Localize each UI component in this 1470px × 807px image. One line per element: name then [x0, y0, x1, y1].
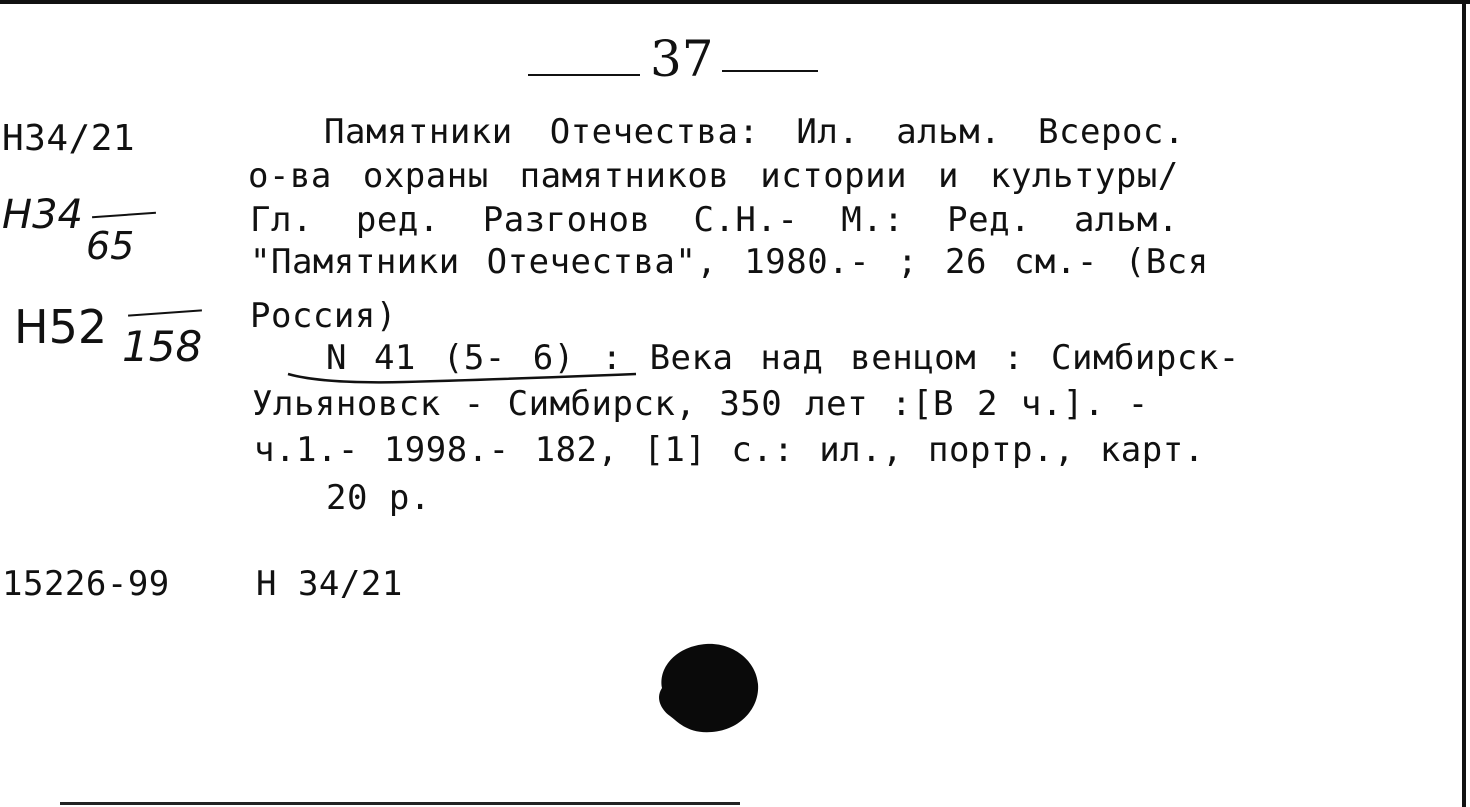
entry-line-1: Памятники Отечества: Ил. альм. Всерос. — [324, 112, 1185, 152]
footer-shelf-mark: Н 34/21 — [256, 564, 403, 604]
entry-line-3: Гл. ред. Разгонов С.Н.- М.: Ред. альм. — [250, 200, 1179, 240]
entry-line-6: N 41 (5- 6) : Века над венцом : Симбирск- — [326, 338, 1240, 378]
entry-price: 20 р. — [326, 478, 431, 518]
card-bottom-edge — [60, 802, 740, 805]
card-top-edge — [0, 0, 1470, 4]
handwritten-underline — [284, 364, 644, 386]
entry-line-5: Россия) — [250, 296, 397, 336]
card-right-edge — [1462, 0, 1466, 807]
shelf-mark-hand-2-fraction: 158 — [122, 322, 203, 371]
shelf-mark-hand-1-fraction: 65 — [86, 224, 135, 268]
accession-number: 15226-99 — [2, 564, 170, 604]
entry-line-2: о-ва охраны памятников истории и культуры/ — [248, 156, 1179, 196]
fraction-bar-1 — [92, 212, 156, 218]
fraction-bar-2 — [128, 309, 202, 316]
shelf-mark-hand-1: Н34 — [2, 192, 83, 238]
entry-line-8: ч.1.- 1998.- 182, [1] с.: ил., портр., карт. — [254, 430, 1205, 470]
shelf-mark-typed: Н34/21 — [2, 118, 136, 159]
entry-line-4: "Памятники Отечества", 1980.- ; 26 см.- (Вся — [250, 242, 1209, 282]
punch-hole — [648, 636, 768, 736]
number-dash-left — [528, 74, 640, 76]
card-number: 37 — [650, 30, 714, 88]
entry-line-7: Ульяновск - Симбирск, 350 лет :[В 2 ч.]. - — [252, 384, 1149, 424]
shelf-mark-hand-2: Н52 — [14, 300, 108, 354]
number-dash-right — [722, 70, 818, 72]
